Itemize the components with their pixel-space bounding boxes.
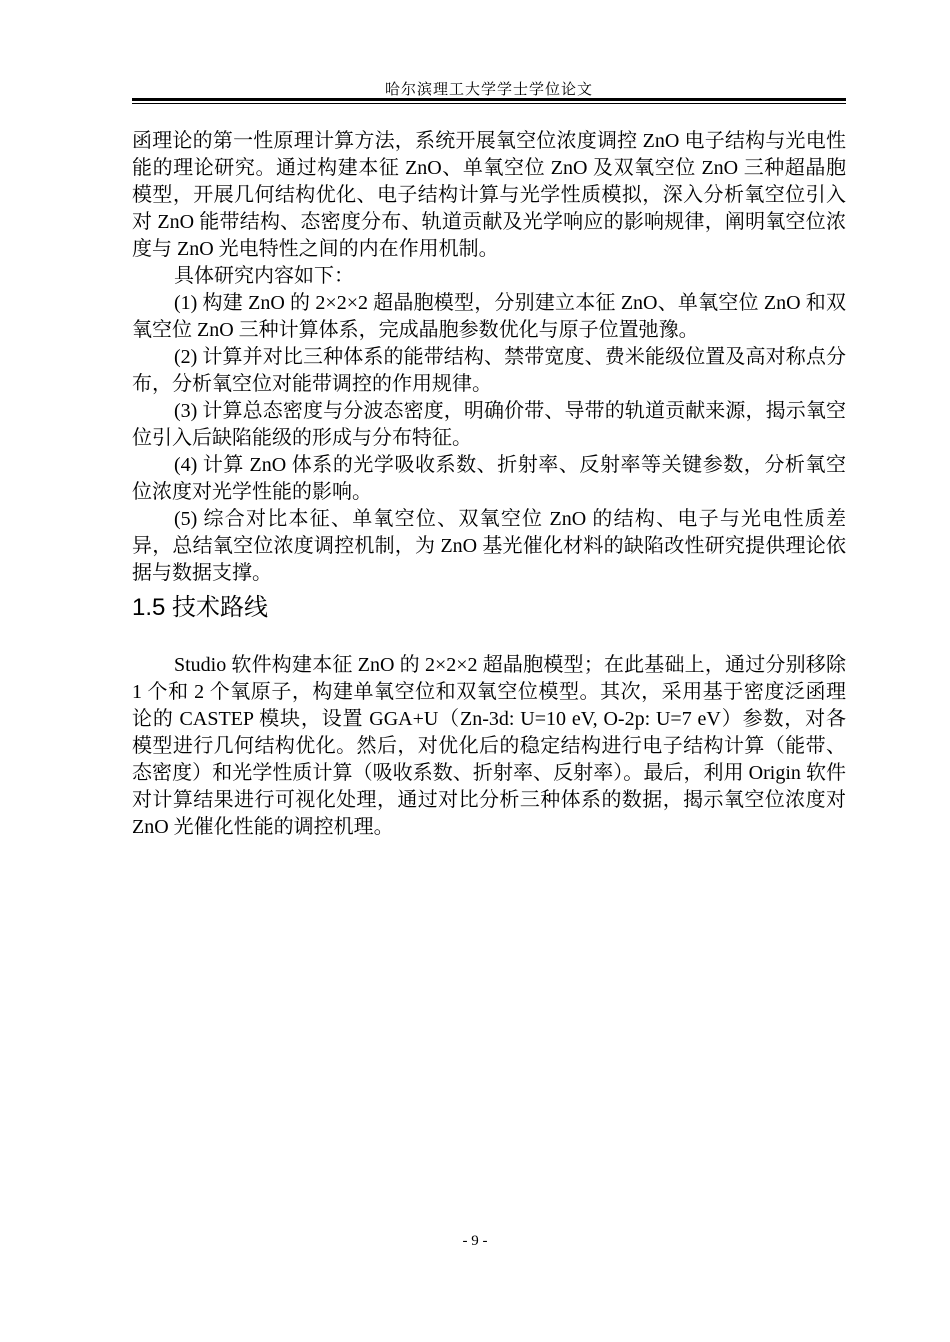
paragraph-item-2: (2) 计算并对比三种体系的能带结构、禁带宽度、费米能级位置及高对称点分布，分析氧空位对能带调控的作用规律。 <box>132 346 846 395</box>
header-rule-thick <box>132 98 846 101</box>
page-number: - 9 - <box>462 1233 488 1249</box>
paragraph-item-1: (1) 构建 ZnO 的 2×2×2 超晶胞模型，分别建立本征 ZnO、单氧空位 ZnO 和双氧空位 ZnO 三种计算体系，完成晶胞参数优化与原子位置弛豫。 <box>132 292 846 341</box>
paragraph-continued: 函理论的第一性原理计算方法，系统开展氧空位浓度调控 ZnO 电子结构与光电性能的理论研究。通过构建本征 ZnO、单氧空位 ZnO 及双氧空位 ZnO 三种超晶胞模型，开展几何结构优化、电子结构计算与光学性质模拟，深入分析氧空位引入对 ZnO 能带结构、态密度分布、轨道贡献及光学响应的影响规律，阐明氧空位浓度与 ZnO 光电特性之间的内在作用机制。 <box>132 130 846 260</box>
section-body <box>132 652 846 841</box>
section-paragraph: Studio 软件构建本征 ZnO 的 2×2×2 超晶胞模型；在此基础上，通过分别移除 1 个和 2 个氧原子，构建单氧空位和双氧空位模型。其次，采用基于密度泛函理论的 CASTEP 模块，设置 GGA+U（Zn-3d: U=10 eV, O-2p: U=7 eV）参数，对各模型进行几何结构优化。然后，对优化后的稳定结构进行电子结构计算（能带、态密度）和光学性质计算（吸收系数、折射率、反射率）。最后，利用 Origin 软件对计算结果进行可视化处理，通过对比分析三种体系的数据，揭示氧空位浓度对 ZnO 光催化性能的调控机理。 <box>132 654 846 838</box>
paragraph-item-3: (3) 计算总态密度与分波态密度，明确价带、导带的轨道贡献来源，揭示氧空位引入后缺陷能级的形成与分布特征。 <box>132 400 846 449</box>
header-rule-thin <box>132 103 846 104</box>
paragraph-intro: 具体研究内容如下： <box>174 265 354 287</box>
page-header: 哈尔滨理工大学学士学位论文 <box>384 82 593 98</box>
section-heading: 1.5 技术路线 <box>132 594 269 621</box>
paragraph-item-4: (4) 计算 ZnO 体系的光学吸收系数、折射率、反射率等关键参数，分析氧空位浓度对光学性能的影响。 <box>132 454 846 503</box>
body-text <box>132 128 846 587</box>
paragraph-item-5: (5) 综合对比本征、单氧空位、双氧空位 ZnO 的结构、电子与光电性质差异，总结氧空位浓度调控机制，为 ZnO 基光催化材料的缺陷改性研究提供理论依据与数据支撑。 <box>132 508 846 584</box>
